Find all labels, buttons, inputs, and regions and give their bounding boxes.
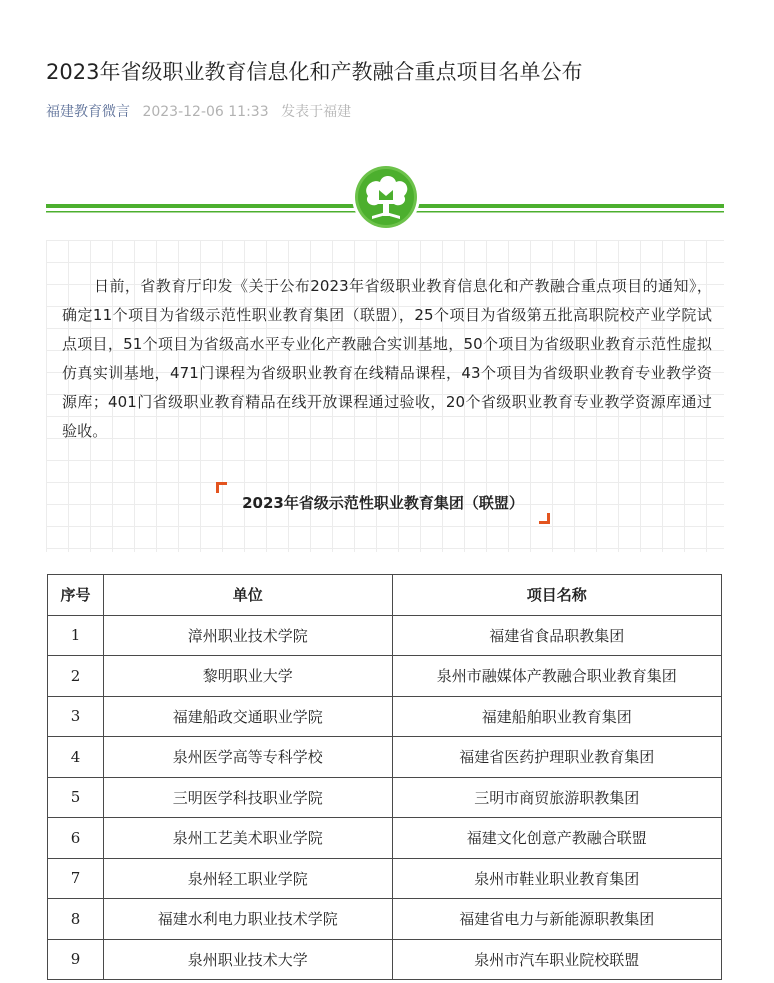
row-project: 福建省电力与新能源职教集团 [392,899,722,940]
section-heading: 2023年省级示范性职业教育集团（联盟） [242,494,524,512]
row-project: 福建省食品职教集团 [392,615,722,656]
row-unit: 泉州职业技术大学 [104,939,392,980]
row-index: 6 [48,818,104,859]
row-project: 泉州市融媒体产教融合职业教育集团 [392,656,722,697]
article-title: 2023年省级职业教育信息化和产教融合重点项目名单公布 [46,60,583,84]
table-row [48,777,722,818]
row-unit: 泉州轻工职业学院 [104,858,392,899]
row-index: 8 [48,899,104,940]
table-row [48,615,722,656]
table-row [48,737,722,778]
table-row [48,818,722,859]
author-link[interactable]: 福建教育微言 [46,104,130,120]
row-index: 7 [48,858,104,899]
table-row [48,939,722,980]
row-index: 5 [48,777,104,818]
row-index: 3 [48,696,104,737]
row-unit: 三明医学科技职业学院 [104,777,392,818]
row-index: 9 [48,939,104,980]
row-unit: 福建船政交通职业学院 [104,696,392,737]
publish-location: 发表于福建 [281,104,352,120]
project-table [47,574,722,980]
row-project: 泉州市鞋业职业教育集团 [392,858,722,899]
header-index: 序号 [48,575,104,616]
header-banner [46,166,724,232]
tree-book-logo-icon [352,166,420,231]
row-unit: 泉州医学高等专科学校 [104,737,392,778]
table-row [48,696,722,737]
row-unit: 泉州工艺美术职业学院 [104,818,392,859]
row-unit: 黎明职业大学 [104,656,392,697]
row-index: 2 [48,656,104,697]
row-project: 福建省医药护理职业教育集团 [392,737,722,778]
header-project: 项目名称 [392,575,722,616]
row-unit: 福建水利电力职业技术学院 [104,899,392,940]
table-header-row [48,575,722,616]
row-project: 泉州市汽车职业院校联盟 [392,939,722,980]
row-unit: 漳州职业技术学院 [104,615,392,656]
table-row [48,858,722,899]
article-meta [46,101,351,123]
row-index: 1 [48,615,104,656]
table-row [48,899,722,940]
section-heading-box [216,482,550,524]
table-row [48,656,722,697]
publish-datetime: 2023-12-06 11:33 [142,104,269,120]
row-project: 福建船舶职业教育集团 [392,696,722,737]
header-unit: 单位 [104,575,392,616]
row-project: 三明市商贸旅游职教集团 [392,777,722,818]
row-project: 福建文化创意产教融合联盟 [392,818,722,859]
row-index: 4 [48,737,104,778]
intro-paragraph: 日前，省教育厅印发《关于公布2023年省级职业教育信息化和产教融合重点项目的通知》，确定11个项目为省级示范性职业教育集团（联盟），25个项目为省级第五批高职院校产业学院试点项目，51个项目为省级高水平专业化产教融合实训基地，50个项目为省级职业教育示范性虚拟仿真实训基地，471门课程为省级职业教育在线精品课程，43个项目为省级职业教育专业教学资源库；401门省级职业教育精品在线开放课程通过验收，20个省级职业教育专业教学资源库通过验收。 [62,277,712,440]
